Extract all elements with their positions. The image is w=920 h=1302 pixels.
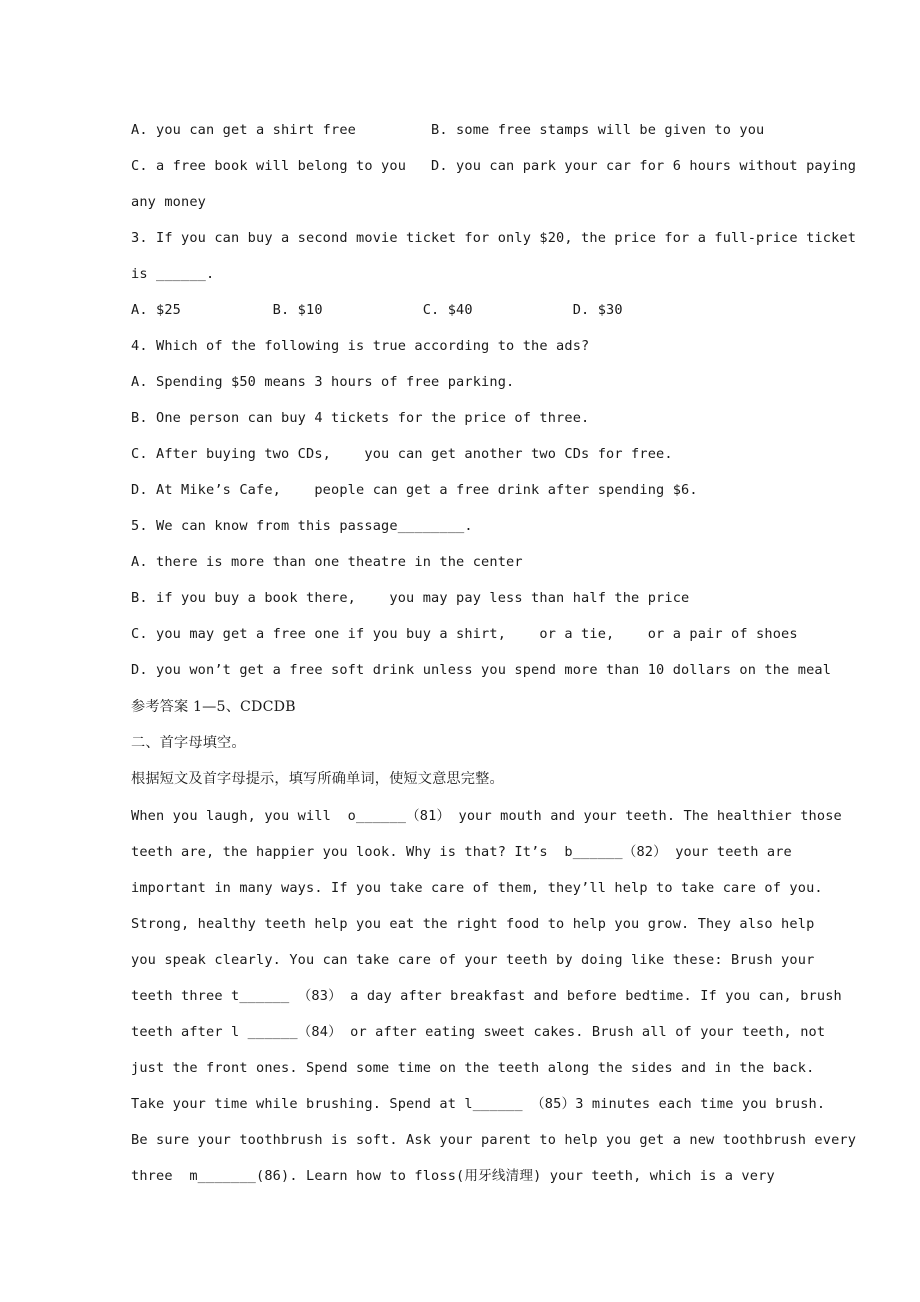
question-5-option-d: D. you won’t get a free soft drink unless you spend more than 10 dollars on the meal xyxy=(131,662,832,678)
section-instructions: 根据短文及首字母提示，填写所确单词，使短文意思完整。 xyxy=(131,771,504,787)
question-3-stem-cont: is ______. xyxy=(131,266,215,282)
question-4-option-a: A. Spending $50 means 3 hours of free parking. xyxy=(131,374,515,390)
passage-line-10: Be sure your toothbrush is soft. Ask your parent to help you get a new toothbrush every xyxy=(131,1132,857,1148)
q2-options-line-2: C. a free book will belong to you D. you can park your car for 6 hours without paying xyxy=(131,158,857,174)
passage-line-3: important in many ways. If you take care of them, they’ll help to take care of you. xyxy=(131,880,823,896)
question-5-stem: 5. We can know from this passage________. xyxy=(131,518,473,534)
question-5-option-a: A. there is more than one theatre in the center xyxy=(131,554,523,570)
question-3-stem: 3. If you can buy a second movie ticket for only $20, the price for a full-price ticket xyxy=(131,230,857,246)
q2-options-line-1: A. you can get a shirt free B. some free stamps will be given to you xyxy=(131,122,765,138)
question-4-option-b: B. One person can buy 4 tickets for the price of three. xyxy=(131,410,590,426)
passage-line-2: teeth are, the happier you look. Why is that? It’s b______（82） your teeth are xyxy=(131,844,792,860)
passage-line-7: teeth after l ______（84） or after eating sweet cakes. Brush all of your teeth, not xyxy=(131,1024,826,1040)
passage-line-11: three m_______(86). Learn how to floss(用牙线清理) your teeth, which is a very xyxy=(131,1168,775,1184)
answer-key: 参考答案 1—5、CDCDB xyxy=(131,699,296,715)
section-heading: 二、首字母填空。 xyxy=(131,735,246,751)
question-5-option-b: B. if you buy a book there, you may pay less than half the price xyxy=(131,590,690,606)
question-4-option-c: C. After buying two CDs, you can get another two CDs for free. xyxy=(131,446,673,462)
passage-line-1: When you laugh, you will o______（81） your mouth and your teeth. The healthier those xyxy=(131,808,842,824)
passage-line-6: teeth three t______ （83） a day after breakfast and before bedtime. If you can, brush xyxy=(131,988,842,1004)
passage-line-5: you speak clearly. You can take care of your teeth by doing like these: Brush your xyxy=(131,952,815,968)
q2-options-line-3: any money xyxy=(131,194,207,210)
question-3-options: A. $25 B. $10 C. $40 D. $30 xyxy=(131,302,623,318)
passage-line-8: just the front ones. Spend some time on the teeth along the sides and in the back. xyxy=(131,1060,815,1076)
question-5-option-c: C. you may get a free one if you buy a shirt, or a tie, or a pair of shoes xyxy=(131,626,798,642)
passage-line-4: Strong, healthy teeth help you eat the right food to help you grow. They also help xyxy=(131,916,815,932)
question-4-option-d: D. At Mike’s Cafe, people can get a free drink after spending $6. xyxy=(131,482,698,498)
question-4-stem: 4. Which of the following is true according to the ads? xyxy=(131,338,590,354)
passage-line-9: Take your time while brushing. Spend at l______ （85）3 minutes each time you brush. xyxy=(131,1096,826,1112)
